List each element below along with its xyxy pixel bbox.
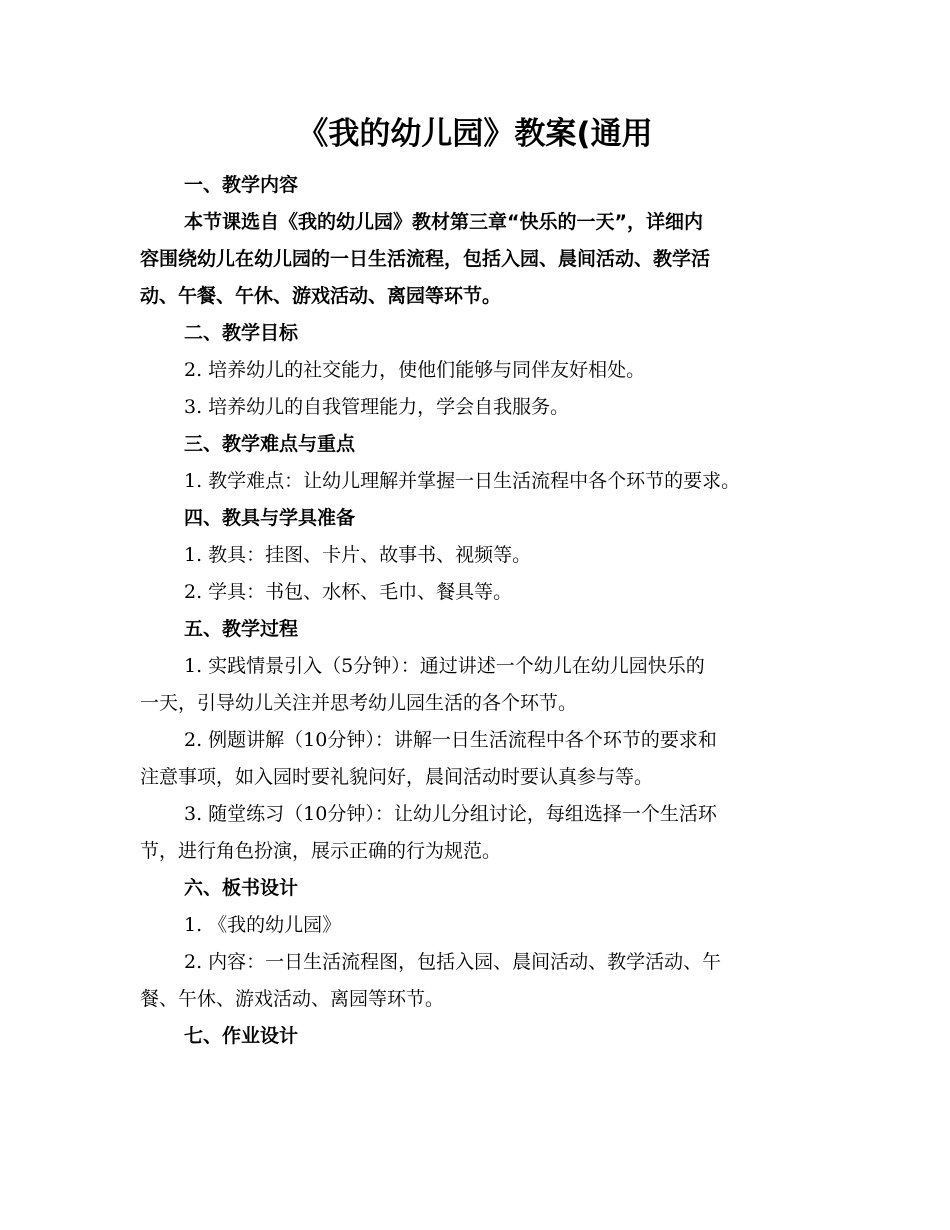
paragraph-line: 1. 《我的幼儿园》 [184,914,342,936]
paragraph-line: 节，进行角色扮演，展示正确的行为规范。 [140,840,502,862]
paragraph-line: 1. 实践情景引入（5分钟）：通过讲述一个幼儿在幼儿园快乐的 [184,655,705,677]
paragraph-line: 容围绕幼儿在幼儿园的一日生活流程，包括入园、晨间活动、教学活 [140,248,711,270]
list-item: 1. 教具：挂图、卡片、故事书、视频等。 [184,544,532,566]
paragraph-line: 本节课选自《我的幼儿园》教材第三章“快乐的一天”，详细内 [184,211,703,233]
list-item: 2. 学具：书包、水杯、毛巾、餐具等。 [184,581,513,603]
section-heading: 一、教学内容 [184,174,299,196]
paragraph-line: 注意事项，如入园时要礼貌问好，晨间活动时要认真参与等。 [140,766,654,788]
section-homework [140,1018,820,1055]
section-teaching-content [140,167,820,315]
paragraph-line: 餐、午休、游戏活动、离园等环节。 [140,988,445,1010]
section-teaching-goals [140,315,820,426]
list-item: 1. 教学难点：让幼儿理解并掌握一日生活流程中各个环节的要求。 [184,470,741,492]
section-heading: 七、作业设计 [184,1025,299,1047]
paragraph-line: 一天，引导幼儿关注并思考幼儿园生活的各个环节。 [140,692,578,714]
section-materials [140,500,820,611]
section-heading: 四、教具与学具准备 [184,507,356,529]
section-board-design [140,870,820,1018]
section-heading: 六、板书设计 [184,877,299,899]
section-heading: 三、教学难点与重点 [184,433,356,455]
paragraph-line: 3. 随堂练习（10分钟）：让幼儿分组讨论，每组选择一个生活环 [184,803,717,825]
paragraph-line: 2. 例题讲解（10分钟）：讲解一日生活流程中各个环节的要求和 [184,729,717,751]
list-item: 2. 培养幼儿的社交能力，使他们能够与同伴友好相处。 [184,359,646,381]
section-teaching-process [140,611,820,870]
section-heading: 二、教学目标 [184,322,299,344]
section-heading: 五、教学过程 [184,618,299,640]
paragraph-line: 动、午餐、午休、游戏活动、离园等环节。 [140,285,502,307]
section-difficulties [140,426,820,500]
paragraph-line: 2. 内容：一日生活流程图，包括入园、晨间活动、教学活动、午 [184,951,722,973]
list-item: 3. 培养幼儿的自我管理能力，学会自我服务。 [184,396,570,418]
document-title: 《我的幼儿园》教案(通用 [297,116,653,152]
